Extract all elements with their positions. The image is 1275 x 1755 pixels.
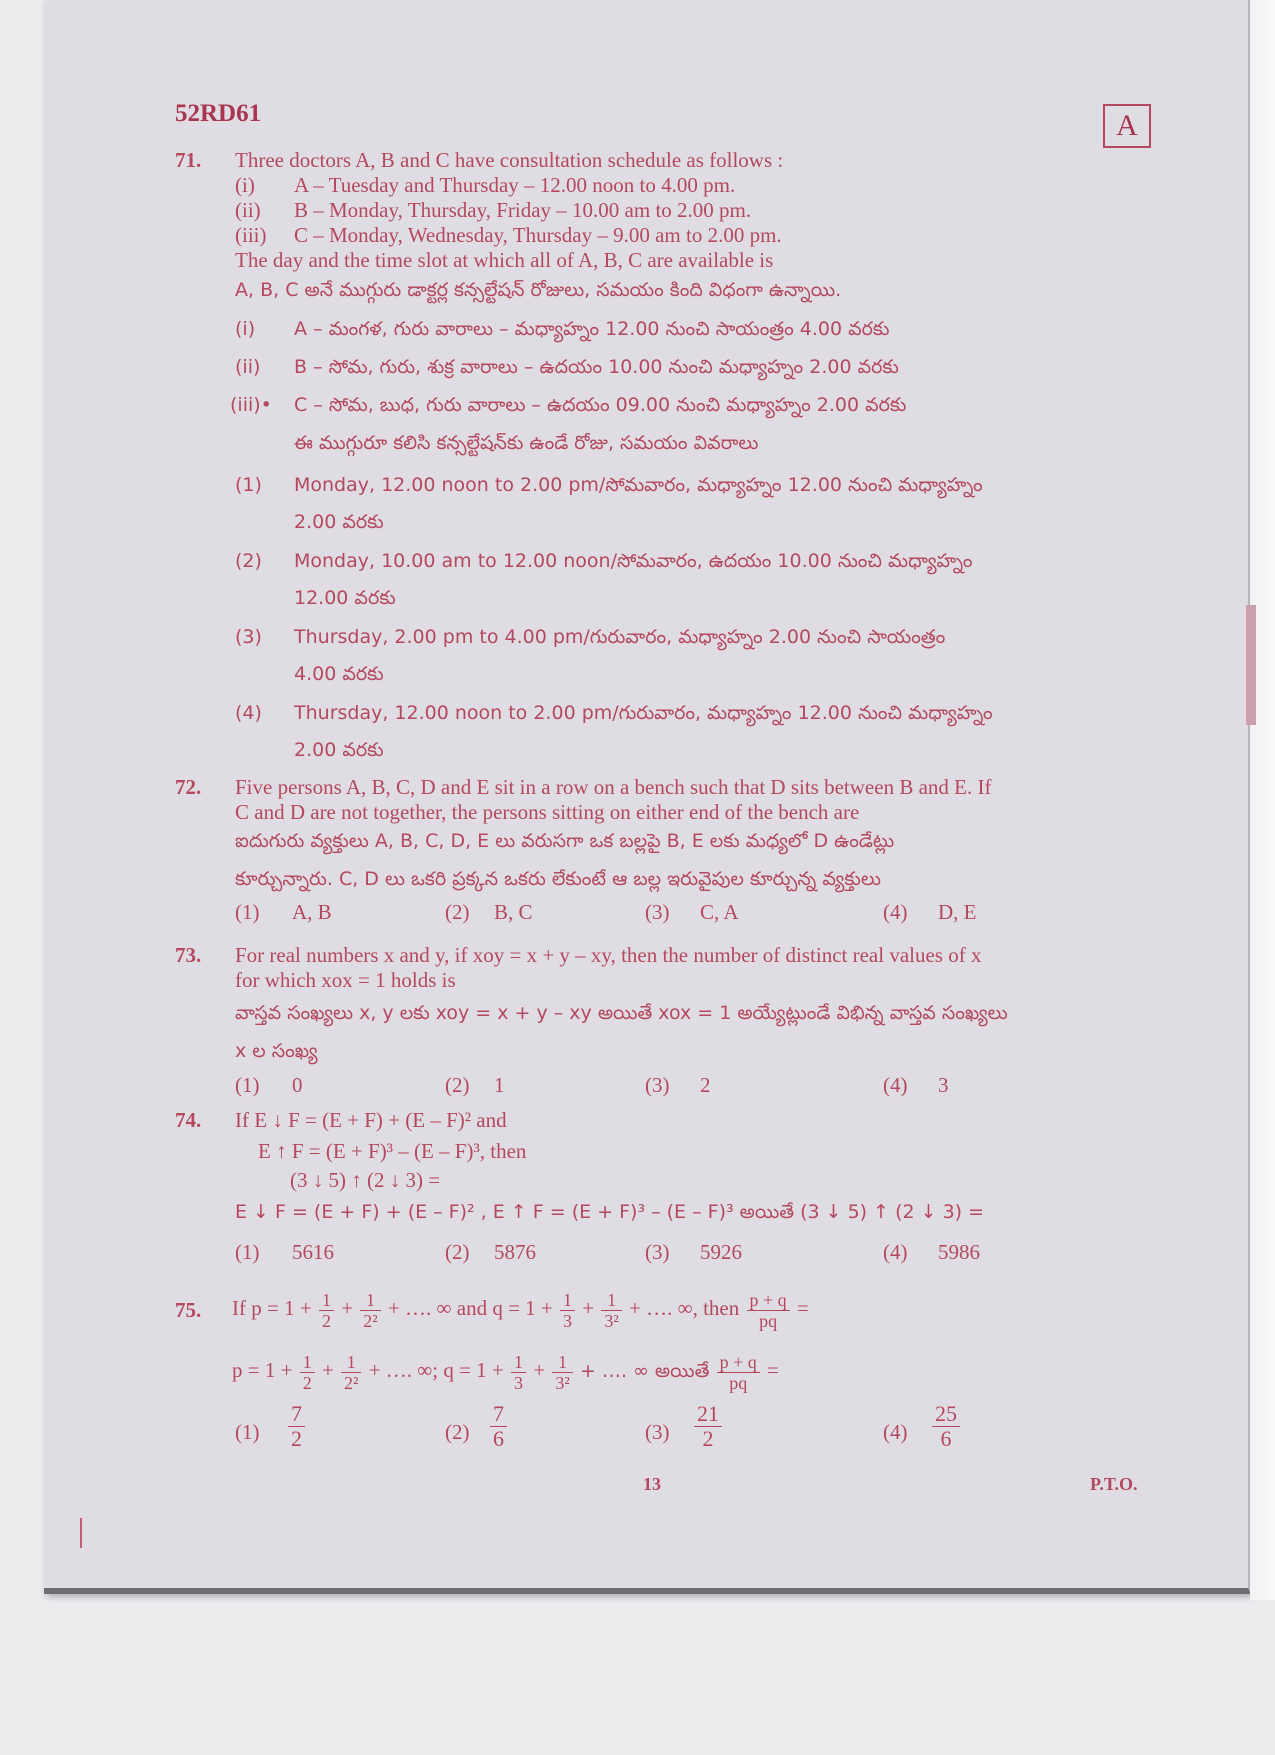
denominator: 3² (555, 1372, 570, 1393)
option-marker: (1) (235, 474, 262, 496)
option-fraction (286, 1402, 307, 1451)
numerator: 1 (552, 1352, 572, 1373)
option-text: Monday, 12.00 noon to 2.00 pm/సోమవారం, మధ్యాహ్నం 12.00 నుంచి మధ్యాహ్నం (294, 474, 983, 496)
denominator: 2 (302, 1372, 312, 1393)
option-marker: (2) (235, 550, 262, 572)
question-number: 74. (175, 1108, 202, 1132)
question-expression: (3 ↓ 5) ↑ (2 ↓ 3) = (290, 1168, 441, 1192)
plus-sign: + (341, 1296, 354, 1320)
option-text: D, E (938, 900, 977, 924)
telugu-list-item: C – సోమ, బుధ, గురు వారాలు – ఉదయం 09.00 నుంచి మధ్యాహ్నం 2.00 వరకు (294, 394, 907, 416)
telugu-stem (232, 1342, 779, 1399)
fraction (560, 1290, 575, 1331)
fraction (341, 1352, 361, 1393)
fraction (552, 1352, 572, 1393)
question-ask: The day and the time slot at which all of A, B, C are available is (235, 248, 774, 272)
denominator: 6 (940, 1426, 952, 1451)
option-marker: (2) (445, 900, 470, 924)
option-text: C, A (700, 900, 739, 924)
fraction (511, 1352, 526, 1393)
option-marker: (3) (645, 1420, 670, 1444)
question-stem (232, 1280, 809, 1336)
fraction (747, 1290, 790, 1331)
fraction (300, 1352, 315, 1393)
fraction (601, 1290, 621, 1331)
question-set-box: A (1103, 104, 1151, 148)
option-marker: (4) (883, 1420, 908, 1444)
equals-sign: = (767, 1358, 779, 1382)
numerator: 1 (511, 1352, 526, 1373)
option-text: Thursday, 2.00 pm to 4.00 pm/గురువారం, మధ్యాహ్నం 2.00 నుంచి సాయంత్రం (294, 626, 946, 648)
denominator: 2² (363, 1310, 378, 1331)
pto-label: P.T.O. (1090, 1474, 1138, 1494)
option-text: 5876 (494, 1240, 536, 1264)
denominator: 3 (563, 1310, 573, 1331)
denominator: 3² (604, 1310, 619, 1331)
option-fraction (930, 1402, 962, 1451)
paper-code: 52RD61 (175, 100, 262, 127)
plus-sign: + (582, 1296, 595, 1320)
numerator: 1 (601, 1290, 621, 1311)
denominator: pq (729, 1372, 748, 1393)
option-text: 0 (292, 1073, 303, 1097)
numerator: 1 (560, 1290, 575, 1311)
option-text: 5986 (938, 1240, 980, 1264)
stem-text: If p = 1 + (232, 1296, 312, 1320)
option-marker: (3) (645, 900, 670, 924)
question-stem-cont: E ↑ F = (E + F)³ – (E – F)³, then (258, 1139, 527, 1163)
fraction (360, 1290, 380, 1331)
option-marker: (1) (235, 1240, 260, 1264)
option-text: 5616 (292, 1240, 334, 1264)
list-marker: (ii) (235, 198, 261, 222)
page-tab-mark (1246, 605, 1256, 725)
option-text: 5926 (700, 1240, 742, 1264)
equals-sign: = (796, 1296, 809, 1320)
plus-sign: + (533, 1358, 546, 1382)
pen-mark (80, 1518, 82, 1548)
option-marker: (2) (445, 1240, 470, 1264)
option-marker: (2) (445, 1073, 470, 1097)
telugu-stem: E ↓ F = (E + F) + (E – F)² , E ↑ F = (E + F)³ – (E – F)³ అయితే (3 ↓ 5) ↑ (2 ↓ 3) = (235, 1201, 985, 1223)
list-marker: (iii) (235, 223, 267, 247)
list-marker: (ii) (235, 356, 261, 378)
list-marker: (i) (235, 173, 255, 197)
telugu-stem-cont: కూర్చున్నారు. C, D లు ఒకరి ప్రక్కన ఒకరు లేకుంటే ఆ బల్ల ఇరువైపుల కూర్చున్న వ్యక్తులు (235, 868, 881, 890)
stem-text: + …. ∞; q = 1 + (368, 1358, 504, 1382)
numerator: 1 (300, 1352, 315, 1373)
telugu-ask: ఈ ముగ్గురూ కలిసి కన్సల్టేషన్‌కు ఉండే రోజు, సమయం వివరాలు (294, 432, 759, 454)
question-stem: If E ↓ F = (E + F) + (E – F)² and (235, 1108, 507, 1132)
option-marker: (4) (883, 900, 908, 924)
telugu-stem: A, B, C అనే ముగ్గురు డాక్టర్ల కన్సల్టేషన్ రోజులు, సమయం కింది విధంగా ఉన్నాయి. (235, 279, 842, 301)
denominator: 6 (493, 1426, 504, 1451)
list-item: A – Tuesday and Thursday – 12.00 noon to 4.00 pm. (294, 173, 736, 197)
list-marker: (iii)• (230, 394, 272, 416)
denominator: 2 (321, 1310, 331, 1331)
question-stem: Five persons A, B, C, D and E sit in a row on a bench such that D sits between B and E. If (235, 775, 992, 799)
option-text: 1 (494, 1073, 505, 1097)
stem-text: p = 1 + (232, 1358, 293, 1382)
denominator: 2² (344, 1372, 359, 1393)
numerator: 7 (288, 1402, 305, 1427)
list-marker: (i) (235, 318, 256, 340)
option-fraction (488, 1402, 509, 1451)
option-marker: (4) (883, 1073, 908, 1097)
numerator: 1 (319, 1290, 334, 1311)
telugu-list-item: B – సోమ, గురు, శుక్ర వారాలు – ఉదయం 10.00 నుంచి మధ్యాహ్నం 2.00 వరకు (294, 356, 899, 378)
numerator: 25 (932, 1402, 960, 1427)
fraction (717, 1352, 760, 1393)
question-number: 71. (175, 148, 202, 172)
telugu-stem: వాస్తవ సంఖ్యలు x, y లకు xoy = x + y – xy అయితే xox = 1 అయ్యేట్లుండే విభిన్న వాస్తవ సంఖ్యలు (235, 1002, 1008, 1024)
numerator: 21 (694, 1402, 722, 1427)
list-item: B – Monday, Thursday, Friday – 10.00 am to 2.00 pm. (294, 198, 752, 222)
question-stem: For real numbers x and y, if xoy = x + y – xy, then the number of distinct real values of x (235, 943, 982, 967)
option-marker: (2) (445, 1420, 470, 1444)
page-number: 13 (643, 1474, 661, 1494)
numerator: 1 (360, 1290, 380, 1311)
plus-sign: + (321, 1358, 334, 1382)
option-marker: (3) (645, 1240, 670, 1264)
question-stem-cont: for which xox = 1 holds is (235, 968, 456, 992)
telugu-list-item: A – మంగళ, గురు వారాలు – మధ్యాహ్నం 12.00 నుంచి సాయంత్రం 4.00 వరకు (294, 318, 890, 340)
denominator: 2 (291, 1426, 302, 1451)
list-item: C – Monday, Wednesday, Thursday – 9.00 am to 2.00 pm. (294, 223, 782, 247)
stem-text: + …. ∞, then (629, 1296, 740, 1320)
option-text: Monday, 10.00 am to 12.00 noon/సోమవారం, ఉదయం 10.00 నుంచి మధ్యాహ్నం (294, 550, 973, 572)
option-text: 3 (938, 1073, 949, 1097)
numerator: p + q (717, 1352, 760, 1373)
option-fraction (692, 1402, 724, 1451)
option-text-cont: 4.00 వరకు (294, 663, 384, 685)
stem-text: + …. ∞ అయితే (580, 1360, 710, 1382)
numerator: p + q (747, 1290, 790, 1311)
question-number: 75. (175, 1298, 202, 1322)
fraction (319, 1290, 334, 1331)
question-number: 72. (175, 775, 202, 799)
option-text: B, C (494, 900, 533, 924)
option-text: Thursday, 12.00 noon to 2.00 pm/గురువారం, మధ్యాహ్నం 12.00 నుంచి మధ్యాహ్నం (294, 702, 993, 724)
question-stem: Three doctors A, B and C have consultation schedule as follows : (235, 148, 784, 172)
option-text: A, B (292, 900, 332, 924)
numerator: 7 (490, 1402, 507, 1427)
question-number: 73. (175, 943, 202, 967)
page-edge (1250, 0, 1275, 1600)
telugu-stem-cont: x ల సంఖ్య (235, 1040, 318, 1062)
option-text: 2 (700, 1073, 711, 1097)
numerator: 1 (341, 1352, 361, 1373)
option-marker: (1) (235, 1420, 260, 1444)
denominator: pq (759, 1310, 778, 1331)
option-marker: (1) (235, 1073, 260, 1097)
telugu-stem: ఐదుగురు వ్యక్తులు A, B, C, D, E లు వరుసగా ఒక బల్లపై B, E లకు మధ్యలో D ఉండేట్లు (235, 830, 895, 852)
denominator: 2 (702, 1426, 714, 1451)
option-marker: (3) (645, 1073, 670, 1097)
option-text-cont: 2.00 వరకు (294, 739, 384, 761)
option-text-cont: 2.00 వరకు (294, 511, 384, 533)
option-marker: (4) (883, 1240, 908, 1264)
option-marker: (3) (235, 626, 262, 648)
option-text-cont: 12.00 వరకు (294, 587, 396, 609)
question-stem-cont: C and D are not together, the persons sitting on either end of the bench are (235, 800, 860, 824)
denominator: 3 (514, 1372, 524, 1393)
option-marker: (1) (235, 900, 260, 924)
option-marker: (4) (235, 702, 262, 724)
stem-text: + …. ∞ and q = 1 + (387, 1296, 553, 1320)
